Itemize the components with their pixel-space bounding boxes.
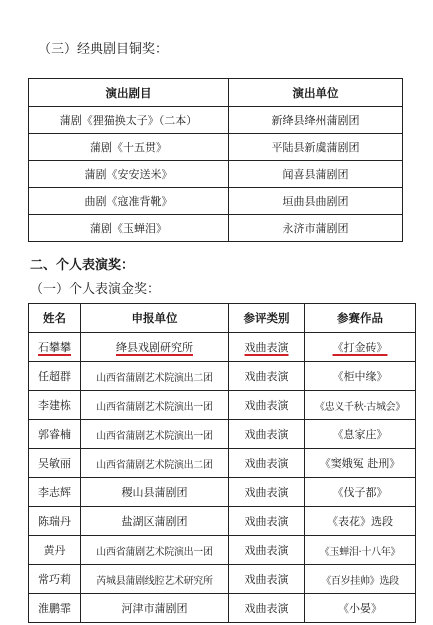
table-row	[29, 391, 416, 420]
table-row	[29, 449, 416, 478]
table-row	[29, 188, 403, 215]
cell-work	[305, 333, 416, 362]
cell-unit: 盐湖区蒲剧团	[81, 507, 229, 536]
header-name: 姓名	[29, 304, 81, 333]
individual-award-heading: 二、个人表演奖：	[30, 258, 135, 273]
cell-troupe: 垣曲县曲剧团	[229, 188, 403, 215]
table-row	[29, 420, 416, 449]
cell-category: 戏曲表演	[229, 449, 305, 478]
underlined-text: 《打金砖》	[332, 341, 388, 354]
cell-category: 戏曲表演	[229, 565, 305, 594]
cell-work: 《忠义千秋·古城会》	[305, 391, 416, 420]
cell-unit: 山西省蒲剧艺术院演出一团	[81, 536, 229, 565]
table-row	[29, 134, 403, 161]
cell-work: 《伐子都》	[305, 478, 416, 507]
cell-work: 《息家庄》	[305, 420, 416, 449]
cell-work: 《窦娥冤 赴刑》	[305, 449, 416, 478]
table-row	[29, 478, 416, 507]
cell-work: 《玉蝉泪·十八年》	[305, 536, 416, 565]
cell-name: 常巧莉	[29, 565, 81, 594]
cell-play: 蒲剧《狸猫换太子》（二本）	[29, 107, 229, 134]
header-unit: 申报单位	[81, 304, 229, 333]
table-row	[29, 362, 416, 391]
cell-unit	[81, 333, 229, 362]
cell-unit: 山西省蒲剧艺术院演出一团	[81, 420, 229, 449]
cell-category: 戏曲表演	[229, 478, 305, 507]
cell-name: 李建栋	[29, 391, 81, 420]
cell-name: 黄丹	[29, 536, 81, 565]
underlined-text: 石攀攀	[38, 341, 71, 354]
cell-name: 吴敏丽	[29, 449, 81, 478]
cell-work: 《小晏》	[305, 594, 416, 623]
cell-troupe: 新绛县绛州蒲剧团	[229, 107, 403, 134]
cell-play: 曲剧《寇准背靴》	[29, 188, 229, 215]
table-row	[29, 565, 416, 594]
cell-troupe: 永济市蒲剧团	[229, 215, 403, 242]
cell-category: 戏曲表演	[229, 391, 305, 420]
cell-play: 蒲剧《安安送米》	[29, 161, 229, 188]
table-header-row	[29, 79, 403, 107]
individual-gold-subheading: （一）个人表演金奖：	[30, 282, 161, 297]
cell-unit: 山西省蒲剧艺术院演出一团	[81, 391, 229, 420]
bronze-award-table	[28, 78, 403, 242]
cell-category: 戏曲表演	[229, 594, 305, 623]
table-row	[29, 594, 416, 623]
cell-unit: 芮城县蒲剧线腔艺术研究所	[81, 565, 229, 594]
cell-work: 《柜中缘》	[305, 362, 416, 391]
table-row	[29, 333, 416, 362]
table-row	[29, 107, 403, 134]
cell-unit: 山西省蒲剧艺术院演出二团	[81, 449, 229, 478]
table-row	[29, 215, 403, 242]
table-row	[29, 507, 416, 536]
cell-category: 戏曲表演	[229, 362, 305, 391]
header-work: 参赛作品	[305, 304, 416, 333]
cell-category	[229, 333, 305, 362]
cell-troupe: 平陆县新虞蒲剧团	[229, 134, 403, 161]
cell-category: 戏曲表演	[229, 536, 305, 565]
cell-category: 戏曲表演	[229, 420, 305, 449]
table-row	[29, 161, 403, 188]
individual-gold-table	[28, 303, 416, 623]
header-troupe: 演出单位	[229, 79, 403, 107]
cell-name	[29, 333, 81, 362]
cell-name: 郭睿楠	[29, 420, 81, 449]
cell-unit: 稷山县蒲剧团	[81, 478, 229, 507]
underlined-text: 戏曲表演	[244, 341, 289, 354]
cell-unit: 山西省蒲剧艺术院演出二团	[81, 362, 229, 391]
cell-work: 《百岁挂帅》选段	[305, 565, 416, 594]
cell-work: 《表花》选段	[305, 507, 416, 536]
cell-category: 戏曲表演	[229, 507, 305, 536]
cell-name: 任超群	[29, 362, 81, 391]
header-play: 演出剧目	[29, 79, 229, 107]
bronze-award-heading: （三）经典剧目铜奖：	[38, 42, 169, 57]
underlined-text: 绛县戏剧研究所	[116, 341, 193, 354]
cell-play: 蒲剧《十五贯》	[29, 134, 229, 161]
table-header-row	[29, 304, 416, 333]
cell-unit: 河津市蒲剧团	[81, 594, 229, 623]
cell-troupe: 闻喜县蒲剧团	[229, 161, 403, 188]
cell-name: 李志辉	[29, 478, 81, 507]
table-row	[29, 536, 416, 565]
cell-play: 蒲剧《玉蝉泪》	[29, 215, 229, 242]
header-category: 参评类别	[229, 304, 305, 333]
cell-name: 陈瑞丹	[29, 507, 81, 536]
cell-name: 淮鹏霏	[29, 594, 81, 623]
